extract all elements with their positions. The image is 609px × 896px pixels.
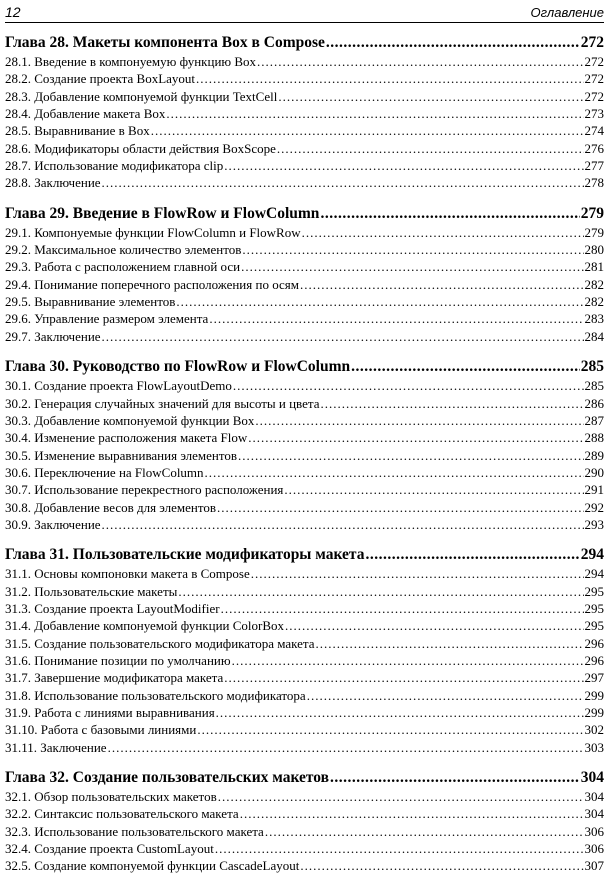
section-entry-title: 32.4. Создание проекта CustomLayout	[5, 841, 214, 857]
section-entry-page: 276	[584, 140, 604, 156]
section-entry-title: 30.9. Заключение	[5, 516, 101, 532]
section-entry-title: 31.9. Работа с линиями выравнивания	[5, 705, 215, 720]
chapter-block	[5, 34, 604, 193]
dot-leader	[330, 769, 580, 787]
section-entry-title: 29.5. Выравнивание элементов	[5, 294, 176, 310]
section-entry-title: 30.5. Изменение выравнивания элементов	[5, 447, 238, 463]
section-entry	[5, 722, 604, 739]
section-entry-page: 294	[584, 566, 604, 582]
dot-leader	[102, 517, 584, 533]
chapter-heading-page: 272	[580, 34, 604, 51]
section-entry-title: 29.4. Понимание поперечного расположения по осям	[5, 276, 299, 292]
section-entry-title: 31.6. Понимание позиции по умолчанию	[5, 652, 231, 668]
section-entry-title: 30.4. Изменение расположения макета Flow	[5, 430, 248, 446]
section-entry	[5, 294, 604, 311]
chapter-block	[5, 205, 604, 346]
dot-leader	[197, 722, 583, 738]
section-entry-page: 292	[584, 499, 604, 515]
section-entry	[5, 584, 604, 601]
section-entry	[5, 705, 604, 722]
section-entry-title: 29.1. Компонуемые функции FlowColumn и FlowRow	[5, 224, 301, 240]
chapter-heading-page: 279	[580, 204, 604, 222]
section-entry-page: 288	[584, 430, 604, 446]
dot-leader	[217, 500, 583, 516]
section-entry	[5, 242, 604, 259]
section-entry-page: 286	[584, 395, 604, 411]
section-entry-title: 29.6. Управление размером элемента	[5, 311, 209, 327]
section-entry-title: 32.3. Использование пользовательского макета	[5, 823, 264, 839]
section-entry	[5, 740, 604, 757]
dot-leader	[257, 54, 583, 70]
section-entry-page: 272	[584, 54, 604, 69]
dot-leader	[285, 618, 583, 634]
chapter-heading	[5, 358, 604, 378]
section-entry	[5, 413, 604, 430]
section-entry-page: 303	[584, 739, 604, 755]
table-of-contents	[5, 34, 604, 888]
dot-leader	[284, 482, 583, 498]
section-entry-page: 304	[584, 806, 604, 822]
section-entry-page: 282	[584, 276, 604, 292]
dot-leader	[300, 277, 584, 293]
dot-leader	[351, 358, 580, 376]
section-entry-page: 284	[584, 328, 604, 344]
dot-leader	[277, 141, 584, 157]
dot-leader	[265, 824, 584, 840]
section-entry-page: 304	[584, 789, 604, 805]
section-entry-title: 28.6. Модификаторы области действия BoxScope	[5, 140, 276, 156]
chapter-heading	[5, 34, 604, 54]
section-entry-title: 28.5. Выравнивание в Box	[5, 123, 150, 139]
chapter-heading-title: Глава 28. Макеты компонента Box в Compose	[5, 34, 325, 51]
dot-leader	[300, 858, 583, 874]
section-entry-page: 306	[584, 841, 604, 857]
section-entry-page: 273	[584, 106, 604, 122]
section-entry-page: 299	[584, 705, 604, 720]
page-number: 12	[5, 4, 21, 20]
section-entry-title: 30.6. Переключение на FlowColumn	[5, 464, 204, 480]
section-entry-page: 306	[584, 823, 604, 839]
section-entry-title: 30.8. Добавление весов для элементов	[5, 499, 217, 515]
section-entry-title: 32.2. Синтаксис пользовательского макета	[5, 806, 239, 822]
section-entry-page: 274	[584, 123, 604, 139]
section-entry	[5, 618, 604, 635]
section-entry-page: 295	[584, 618, 604, 634]
section-entry-page: 296	[584, 635, 604, 651]
section-entry	[5, 396, 604, 413]
section-entry-title: 30.2. Генерация случайных значений для высоты и цвета	[5, 395, 320, 411]
page-header	[5, 0, 604, 23]
section-entry-title: 31.4. Добавление компонуемой функции ColorBox	[5, 618, 285, 634]
section-entry	[5, 653, 604, 670]
dot-leader	[238, 448, 583, 464]
section-entry-page: 290	[584, 464, 604, 480]
section-entry-page: 278	[584, 175, 604, 191]
section-entry-title: 29.7. Заключение	[5, 328, 101, 344]
chapter-heading-page: 304	[580, 769, 604, 787]
dot-leader	[307, 688, 584, 704]
chapter-block	[5, 769, 604, 876]
section-entry-page: 291	[584, 482, 604, 498]
dot-leader	[108, 740, 584, 756]
section-entry	[5, 670, 604, 687]
dot-leader	[102, 329, 584, 345]
chapter-heading-title: Глава 31. Пользовательские модификаторы макета	[5, 546, 365, 564]
chapter-heading-page: 285	[580, 358, 604, 376]
section-entry	[5, 636, 604, 653]
section-entry-title: 28.4. Добавление макета Box	[5, 106, 166, 122]
section-entry	[5, 601, 604, 618]
section-entry	[5, 225, 604, 242]
dot-leader	[166, 106, 583, 122]
section-entry-title: 30.7. Использование перекрестного расположения	[5, 482, 284, 498]
section-entry-page: 282	[584, 294, 604, 310]
section-entry-page: 272	[584, 71, 604, 87]
dot-leader	[205, 465, 584, 481]
dot-leader	[176, 294, 583, 310]
dot-leader	[241, 259, 583, 275]
section-entry-title: 28.8. Заключение	[5, 175, 101, 191]
section-entry	[5, 430, 604, 447]
section-entry-page: 280	[584, 242, 604, 258]
dot-leader	[278, 89, 583, 105]
section-entry	[5, 824, 604, 841]
chapter-heading	[5, 546, 604, 566]
section-entry	[5, 448, 604, 465]
section-entry	[5, 123, 604, 140]
section-entry	[5, 329, 604, 346]
section-entry	[5, 688, 604, 705]
dot-leader	[196, 71, 583, 87]
dot-leader	[321, 396, 584, 412]
section-entry	[5, 517, 604, 534]
section-entry	[5, 71, 604, 88]
dot-leader	[320, 205, 579, 223]
chapter-block	[5, 358, 604, 534]
dot-leader	[218, 789, 584, 805]
dot-leader	[102, 175, 584, 191]
section-entry-page: 295	[584, 583, 604, 599]
section-entry-page: 285	[584, 378, 604, 394]
section-entry-title: 32.1. Обзор пользовательских макетов	[5, 789, 217, 805]
dot-leader	[216, 705, 584, 721]
section-entry-title: 31.7. Завершение модификатора макета	[5, 670, 224, 686]
chapter-heading-page: 294	[580, 546, 604, 564]
running-title: Оглавление	[530, 5, 604, 20]
dot-leader	[251, 566, 584, 582]
section-entry	[5, 858, 604, 875]
section-entry-page: 281	[584, 259, 604, 275]
section-entry	[5, 259, 604, 276]
section-entry-page: 283	[584, 311, 604, 327]
dot-leader	[248, 430, 583, 446]
section-entry-page: 287	[584, 412, 604, 428]
dot-leader	[326, 34, 580, 52]
section-entry-title: 31.3. Создание проекта LayoutModifier	[5, 600, 220, 616]
dot-leader	[224, 670, 583, 686]
section-entry-title: 31.11. Заключение	[5, 739, 107, 755]
section-entry-title: 28.3. Добавление компонуемой функции TextCell	[5, 88, 278, 104]
dot-leader	[302, 225, 584, 241]
dot-leader	[316, 636, 584, 652]
section-entry	[5, 482, 604, 499]
section-entry-title: 28.7. Использование модификатора clip	[5, 158, 224, 174]
section-entry	[5, 841, 604, 858]
chapter-heading	[5, 769, 604, 789]
section-entry	[5, 566, 604, 583]
section-entry-page: 279	[584, 224, 604, 240]
dot-leader	[224, 158, 583, 174]
dot-leader	[209, 311, 583, 327]
section-entry-page: 289	[584, 447, 604, 463]
section-entry-page: 295	[584, 600, 604, 616]
dot-leader	[240, 806, 584, 822]
section-entry-page: 297	[584, 670, 604, 686]
section-entry-title: 31.8. Использование пользовательского модификатора	[5, 687, 306, 703]
chapter-heading-title: Глава 32. Создание пользовательских макетов	[5, 769, 330, 787]
section-entry-page: 302	[584, 722, 604, 738]
section-entry	[5, 806, 604, 823]
section-entry-title: 28.2. Создание проекта BoxLayout	[5, 71, 196, 87]
section-entry	[5, 106, 604, 123]
dot-leader	[365, 546, 579, 564]
section-entry-page: 277	[584, 158, 604, 174]
section-entry-page: 272	[584, 88, 604, 104]
section-entry-title: 31.1. Основы компоновки макета в Compose	[5, 566, 250, 582]
section-entry-page: 307	[584, 858, 604, 874]
section-entry	[5, 89, 604, 106]
section-entry-title: 29.3. Работа с расположением главной оси	[5, 259, 241, 275]
dot-leader	[255, 413, 583, 429]
section-entry-page: 299	[584, 687, 604, 703]
section-entry	[5, 311, 604, 328]
section-entry	[5, 500, 604, 517]
section-entry	[5, 158, 604, 175]
section-entry-title: 32.5. Создание компонуемой функции CascadeLayout	[5, 858, 300, 874]
section-entry	[5, 175, 604, 192]
section-entry	[5, 465, 604, 482]
dot-leader	[151, 123, 584, 139]
section-entry	[5, 141, 604, 158]
dot-leader	[232, 653, 584, 669]
dot-leader	[221, 601, 584, 617]
chapter-block	[5, 546, 604, 757]
section-entry	[5, 54, 604, 71]
section-entry-title: 29.2. Максимальное количество элементов	[5, 242, 242, 258]
section-entry-title: 31.2. Пользовательские макеты	[5, 583, 178, 599]
section-entry	[5, 378, 604, 395]
section-entry-title: 31.10. Работа с базовыми линиями	[5, 722, 197, 738]
dot-leader	[178, 584, 583, 600]
section-entry	[5, 789, 604, 806]
section-entry-title: 31.5. Создание пользовательского модификатора макета	[5, 635, 315, 651]
section-entry-title: 30.3. Добавление компонуемой функции Box	[5, 412, 255, 428]
chapter-heading	[5, 205, 604, 225]
section-entry-title: 28.1. Введение в компонуемую функцию Box	[5, 54, 257, 69]
chapter-heading-title: Глава 29. Введение в FlowRow и FlowColumn	[5, 204, 320, 222]
dot-leader	[233, 378, 584, 394]
dot-leader	[242, 242, 583, 258]
section-entry-page: 296	[584, 652, 604, 668]
section-entry	[5, 277, 604, 294]
chapter-heading-title: Глава 30. Руководство по FlowRow и FlowColumn	[5, 358, 351, 376]
dot-leader	[215, 841, 584, 857]
section-entry-title: 30.1. Создание проекта FlowLayoutDemo	[5, 378, 232, 394]
section-entry-page: 293	[584, 516, 604, 532]
